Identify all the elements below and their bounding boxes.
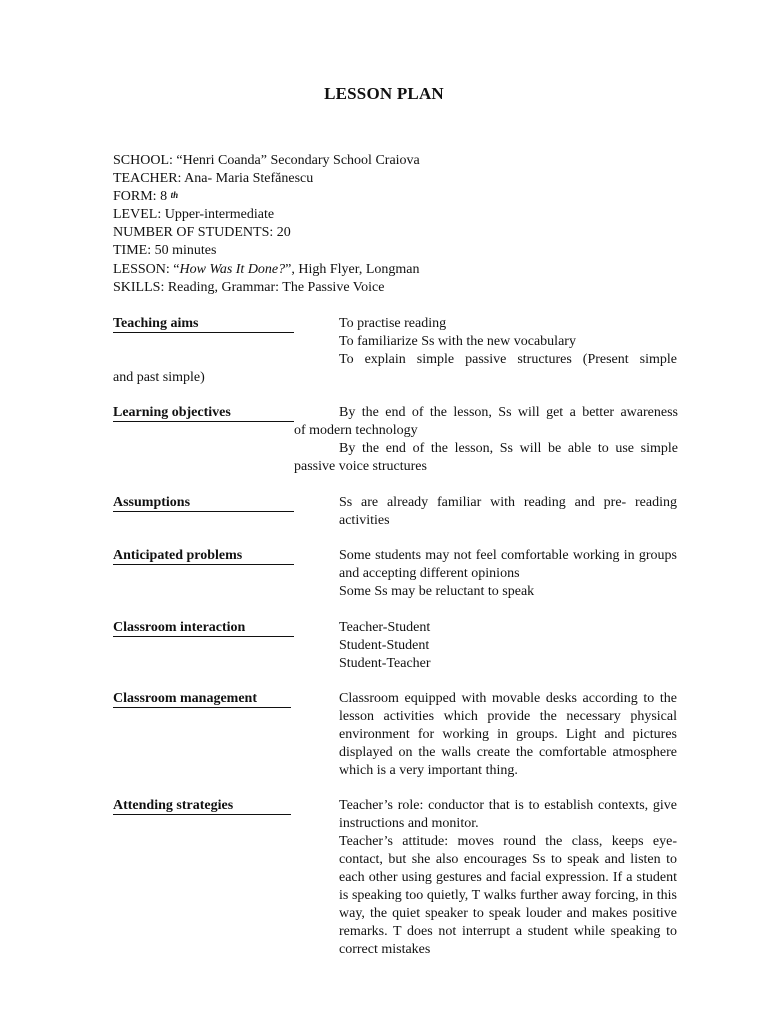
section-label: Teaching aims: [113, 315, 294, 333]
aims-line: and past simple): [113, 370, 205, 385]
section-assumptions: [113, 494, 678, 534]
section-label: Classroom interaction: [113, 619, 294, 637]
objective-line: of modern technology: [294, 423, 418, 438]
assumptions-text: Ss are already familiar with reading and pre- reading activities: [339, 495, 677, 528]
section-label: Attending strategies: [113, 797, 291, 815]
interaction-item: Student-Teacher: [339, 656, 431, 671]
section-content: [339, 619, 677, 673]
header-info: [113, 152, 673, 297]
section-content: [339, 690, 677, 780]
section-content: [339, 547, 677, 601]
section-label: Learning objectives: [113, 404, 294, 422]
section-label: Assumptions: [113, 494, 294, 512]
time-line: TIME: 50 minutes: [113, 243, 217, 259]
students-line: NUMBER OF STUDENTS: 20: [113, 225, 291, 241]
section-learning-objectives: [113, 404, 678, 484]
form-ordinal: th: [170, 190, 179, 201]
document-title: LESSON PLAN: [324, 84, 444, 103]
strategy-text: Teacher’s attitude: moves round the class, keeps eye-contact, but she also encourages Ss to speak and listen to each other using gestures and facial expression. If a student is speaking too quietly, T walks further away forcing, in this way, the quiet speaker to speak louder and makes positive remarks. T does not interrupt a student while speaking to correct mistakes: [339, 834, 677, 957]
objective-line: By the end of the lesson, Ss will be able to use simple: [339, 441, 678, 456]
section-content: [339, 315, 677, 369]
skills-line: SKILLS: Reading, Grammar: The Passive Voice: [113, 279, 385, 295]
aims-line: To practise reading: [339, 316, 447, 331]
section-content: [294, 404, 678, 476]
interaction-item: Student-Student: [339, 638, 430, 653]
section-teaching-aims: [113, 315, 678, 395]
section-content: [339, 494, 677, 530]
objective-line: By the end of the lesson, Ss will get a better awareness: [339, 405, 678, 420]
lesson-suffix: ”, High Flyer, Longman: [285, 261, 420, 277]
level-line: LEVEL: Upper-intermediate: [113, 207, 275, 223]
problem-text: Some students may not feel comfortable working in groups and accepting different opinions: [339, 548, 677, 581]
management-text: Classroom equipped with movable desks according to the lesson activities which provide the necessary physical environment for working in groups. Light and pictures displayed on the walls create the comfortable atmosphere which is a very important thing.: [339, 691, 677, 778]
problem-text: Some Ss may be reluctant to speak: [339, 584, 535, 599]
section-classroom-management: [113, 690, 678, 785]
aims-line: To familiarize Ss with the new vocabulary: [339, 334, 576, 349]
lesson-prefix: LESSON: “: [113, 261, 180, 277]
section-attending-strategies: [113, 797, 678, 962]
lesson-title: How Was It Done?: [179, 261, 286, 277]
form-text: FORM: 8: [113, 189, 168, 205]
lesson-line: [113, 261, 673, 279]
form-line: [113, 188, 673, 206]
strategy-text: Teacher’s role: conductor that is to establish contexts, give instructions and monitor.: [339, 798, 677, 831]
aims-line: To explain simple passive structures (Present simple: [339, 352, 677, 367]
section-anticipated-problems: [113, 547, 678, 607]
section-label: Classroom management: [113, 690, 291, 708]
interaction-item: Teacher-Student: [339, 620, 431, 635]
teacher-line: TEACHER: Ana- Maria Stefănescu: [113, 171, 314, 187]
school-line: SCHOOL: “Henri Coanda” Secondary School Craiova: [113, 153, 420, 168]
section-classroom-interaction: [113, 619, 678, 679]
section-content: [339, 797, 677, 959]
section-label: Anticipated problems: [113, 547, 294, 565]
objective-line: passive voice structures: [294, 459, 427, 474]
